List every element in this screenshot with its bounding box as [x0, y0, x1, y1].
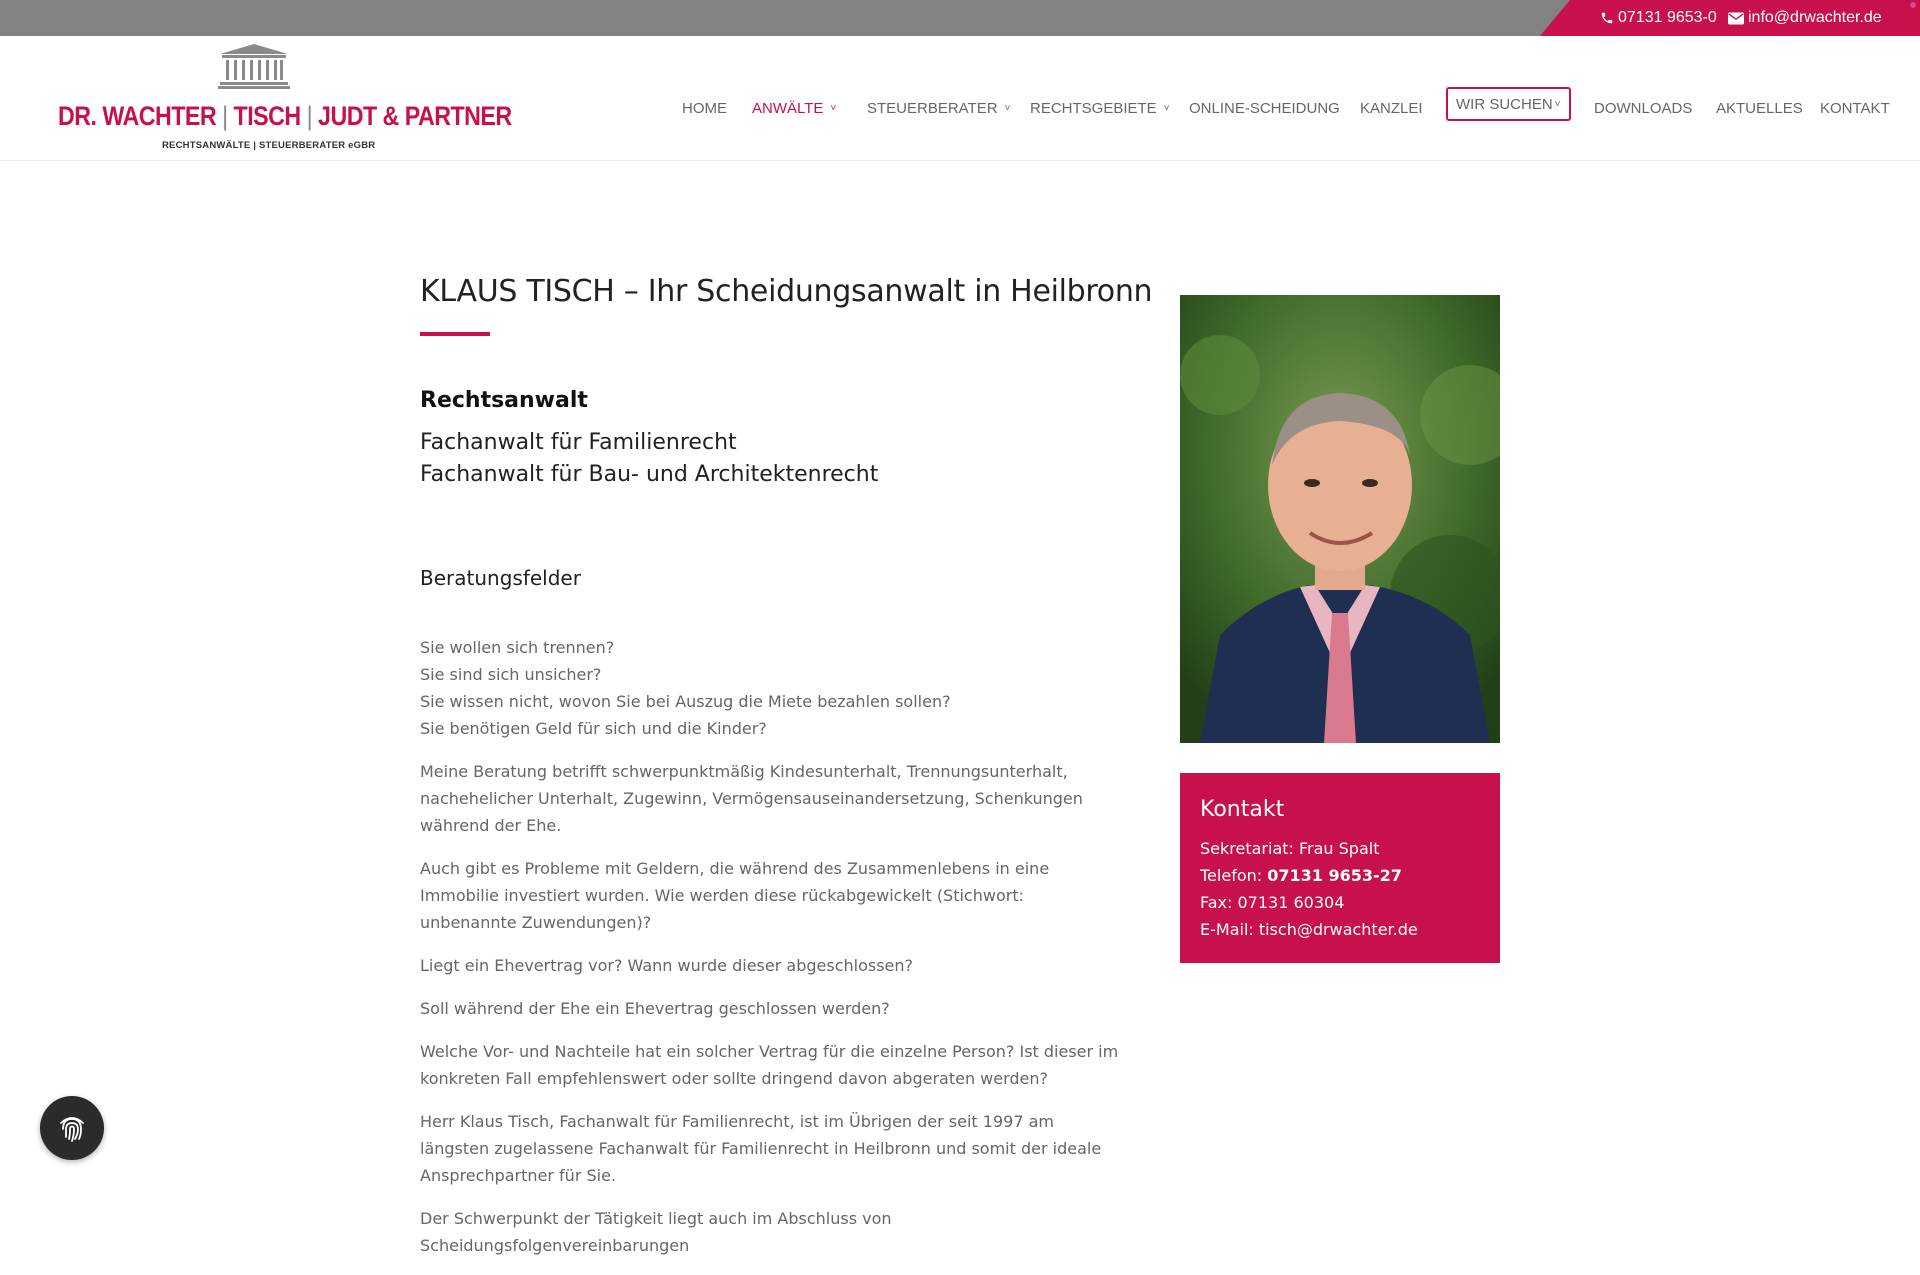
role-title: Rechtsanwalt: [420, 388, 588, 413]
nav-online-scheidung[interactable]: [1189, 93, 1340, 123]
chevron-down-icon: ˅: [1163, 102, 1170, 114]
nav-kanzlei[interactable]: [1360, 93, 1423, 123]
logo-part-2: TISCH: [233, 101, 301, 131]
question-list: [420, 634, 1120, 742]
paragraph: Herr Klaus Tisch, Fachanwalt für Familienrecht, ist im Übrigen der seit 1997 am längsten zugelassene Fachanwalt für Familienrecht in Heilbronn und somit der ideale Ansprechpartner für Sie.: [420, 1112, 1102, 1185]
contact-email: [1200, 916, 1418, 943]
logo-separator: |: [222, 101, 228, 131]
question-item: Sie sind sich unsicher?: [420, 665, 602, 684]
nav-anwaelte[interactable]: [752, 93, 836, 123]
chevron-down-icon: ˅: [1554, 98, 1561, 110]
email-label: E-Mail:: [1200, 920, 1254, 939]
fax-label: Fax:: [1200, 893, 1233, 912]
question-item: Sie benötigen Geld für sich und die Kinder?: [420, 719, 767, 738]
contact-fax: [1200, 889, 1418, 916]
nav-kontakt-label: KONTAKT: [1820, 99, 1890, 117]
nav-kontakt[interactable]: [1820, 93, 1890, 123]
privacy-settings-button[interactable]: [40, 1096, 104, 1160]
specialty-2: Fachanwalt für Bau- und Architektenrecht: [420, 462, 879, 487]
paragraph: Soll während der Ehe ein Ehevertrag geschlossen werden?: [420, 999, 890, 1018]
nav-wir-suchen-label: WIR SUCHEN: [1456, 95, 1553, 113]
logo-part-3: JUDT & PARTNER: [318, 101, 512, 131]
title-underline: [420, 332, 490, 336]
paragraph: Der Schwerpunkt der Tätigkeit liegt auch im Abschluss von Scheidungsfolgenvereinbarungen: [420, 1209, 892, 1255]
specialty-1: Fachanwalt für Familienrecht: [420, 430, 737, 455]
email-link[interactable]: tisch@drwachter.de: [1258, 920, 1418, 939]
question-item: Sie wissen nicht, wovon Sie bei Auszug die Miete bezahlen sollen?: [420, 692, 951, 711]
nav-rechtsgebiete-label: RECHTSGEBIETE: [1030, 99, 1157, 117]
fax-value: 07131 60304: [1237, 893, 1345, 912]
top-email-text: info@drwachter.de: [1748, 9, 1882, 26]
main-nav: [0, 36, 1920, 160]
logo-part-1: DR. WACHTER: [58, 101, 217, 131]
corner-dot: [1910, 2, 1916, 8]
body-text: [420, 634, 1120, 1275]
nav-aktuelles[interactable]: [1716, 93, 1803, 123]
attorney-portrait: [1180, 295, 1500, 743]
nav-rechtsgebiete[interactable]: [1030, 93, 1170, 123]
logo-separator: |: [306, 101, 313, 131]
contact-heading: Kontakt: [1200, 797, 1285, 822]
nav-home-label: HOME: [682, 99, 727, 117]
paragraph: Liegt ein Ehevertrag vor? Wann wurde dieser abgeschlossen?: [420, 956, 914, 975]
fingerprint-icon: [55, 1111, 89, 1145]
envelope-icon: [1728, 12, 1744, 25]
phone-icon: [1600, 11, 1614, 25]
chevron-down-icon: ˅: [830, 102, 837, 114]
nav-aktuelles-label: AKTUELLES: [1716, 99, 1803, 117]
contact-details: [1200, 835, 1418, 943]
nav-wir-suchen[interactable]: [1446, 87, 1571, 121]
nav-anwaelte-label: ANWÄLTE: [752, 99, 824, 117]
paragraph: Auch gibt es Probleme mit Geldern, die während des Zusammenlebens in eine Immobilie investiert wurden. Wie werden diese rückabgewickelt (Stichwort: unbenannte Zuwendungen)?: [420, 859, 1050, 932]
secretary-label: Sekretariat:: [1200, 839, 1294, 858]
nav-kanzlei-label: KANZLEI: [1360, 99, 1423, 117]
section-heading: Beratungsfelder: [420, 566, 581, 590]
phone-value[interactable]: 07131 9653-27: [1267, 866, 1402, 885]
contact-secretary: [1200, 835, 1418, 862]
portrait-illustration: [1180, 295, 1500, 743]
nav-downloads[interactable]: [1594, 93, 1692, 123]
nav-downloads-label: DOWNLOADS: [1594, 99, 1693, 117]
question-item: Sie wollen sich trennen?: [420, 638, 615, 657]
secretary-value: Frau Spalt: [1299, 839, 1380, 858]
nav-steuerberater[interactable]: [867, 93, 1010, 123]
chevron-down-icon: ˅: [1004, 102, 1011, 114]
nav-online-scheidung-label: ONLINE-SCHEIDUNG: [1189, 99, 1340, 117]
top-phone-text: 07131 9653-0: [1618, 9, 1717, 26]
phone-label: Telefon:: [1200, 866, 1263, 885]
logo-subtitle: RECHTSANWÄLTE | STEUERBERATER eGBR: [162, 140, 376, 151]
paragraph: Welche Vor- und Nachteile hat ein solcher Vertrag für die einzelne Person? Ist dieser im konkreten Fall empfehlenswert oder sollte dringend davon abgeraten werden?: [420, 1042, 1119, 1088]
nav-steuerberater-label: STEUERBERATER: [867, 99, 998, 117]
nav-home[interactable]: [682, 93, 727, 123]
contact-phone: [1200, 862, 1418, 889]
paragraph: Meine Beratung betrifft schwerpunktmäßig Kindesunterhalt, Trennungsunterhalt, nachehelicher Unterhalt, Zugewinn, Vermögensauseinandersetzung, Schenkungen während der Ehe.: [420, 762, 1083, 835]
contact-box: [1180, 773, 1500, 963]
top-email-link[interactable]: [1728, 0, 1882, 36]
top-phone-link[interactable]: [1600, 0, 1717, 36]
page-title: KLAUS TISCH – Ihr Scheidungsanwalt in Heilbronn: [420, 274, 1153, 309]
